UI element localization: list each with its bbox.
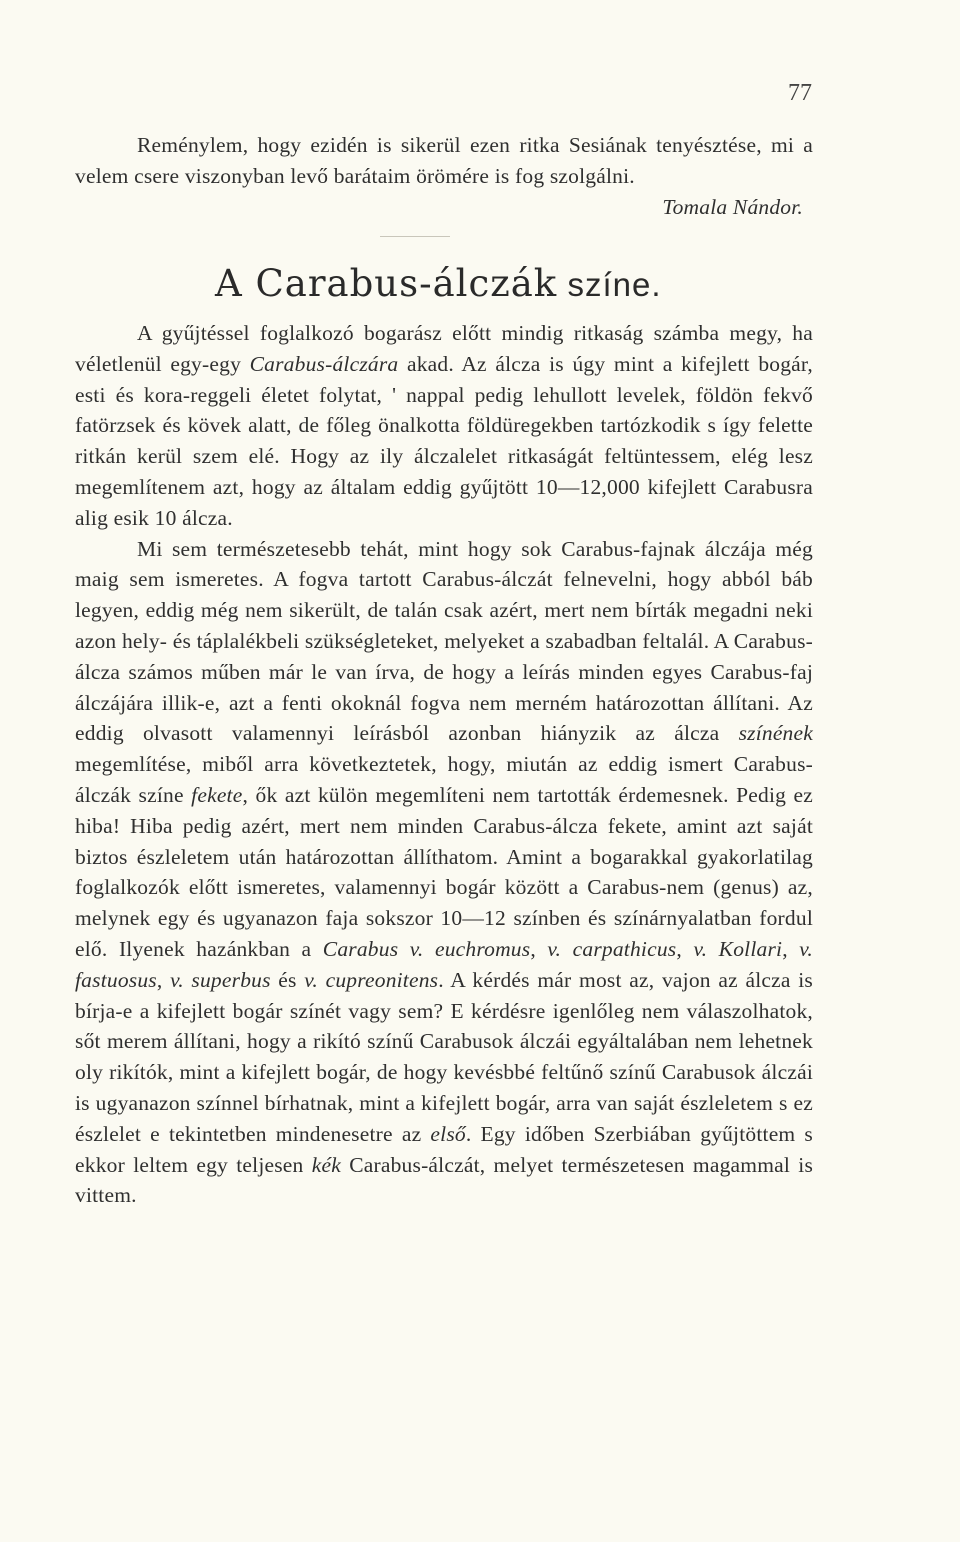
p2-text-c: , ők azt külön megemlíteni nem tartották érdemesnek. Pedig ez hiba! Hiba pedig azért, mert nem minden Carabus-álcza fekete, amint azt saját biztos észleletem után határozottan állíthatom. Amint a bogarakkal gyakorlatilag foglalkozók előtt ismeretes, valamennyi bogár között a Carabus-nem (genus) az, melynek egy és ugyanazon faja sokszor 10—12 színben és színárnyalatban fordul elő. Ilyenek hazánkban a <box>75 782 813 961</box>
paragraph-1 <box>75 318 813 534</box>
article-title-tail: színe. <box>567 266 662 303</box>
section-divider <box>380 236 450 237</box>
paragraph-2 <box>75 534 813 1212</box>
p2-text-f: Carabus-álczát, melyet természetesen magammal is vittem. <box>75 1152 814 1208</box>
p2-sep: és <box>270 967 305 992</box>
p1-emphasis: Carabus-álczára <box>249 351 399 376</box>
p2-emphasis-first: első <box>430 1121 466 1146</box>
p2-emphasis-black: fekete <box>191 782 243 807</box>
species-name: v. Kollari <box>693 936 783 961</box>
p2-sep: , <box>782 936 800 961</box>
page-number: 77 <box>788 80 812 106</box>
p2-sep: , <box>156 967 171 992</box>
article-title-head: A Carabus-álczák <box>215 262 558 305</box>
signature: Tomala Nándor. <box>662 194 803 219</box>
p2-text-d: . A kérdés már most az, vajon az álcza is bírja-e a kifejlett bogár színét vagy sem? E kérdésre igenlőleg nem válaszolhatok, sőt merem állítani, hogy a rikító színű Carabusok álczái egyáltalában nem lehetnek oly rikítók, mint a kifejlett bogár, de hogy kevésbbé feltűnő színű Carabusok álczái is ugyanazon színnel bírhatnak, mint a kifejlett bogár, arra van saját észleletem s ez észlelet e tekintetben mindenesetre az <box>75 967 813 1146</box>
p1-text-a: A gyűjtéssel foglalkozó bogarász előtt mindig ritkaság számba megy, ha véletlenül egy-egy <box>75 321 813 376</box>
species-name: v. cupreonitens <box>304 967 439 992</box>
p1-text-b: akad. Az álcza is úgy mint a kifejlett bogár, esti és kora-reggeli életet folytat, ' nappal pedig lehullott levelek, földön fekvő fatörzsek és kövek alatt, de főleg önalkotta földüregekben tartózkodik s így felette ritkán kerül szem elé. Hogy az ily álczalelet ritkaságát feltüntessem, elég lesz megemlítenem azt, hogy az általam eddig gyűjtött 10—12,000 kifejlett Carabusra alig esik 10 álcza. <box>75 351 813 530</box>
p2-text-a: Mi sem természetesebb tehát, mint hogy sok Carabus-fajnak álczája még maig sem ismeretes. A fogva tartott Carabus-álczát felnevelni, hogy abból báb legyen, eddig még nem sikerült, de talán csak azért, mert nem bírták megadni neki azon hely- és táplalékbeli szükségleteket, melyeket a szabadban feltalál. A Carabus-álcza számos műben már le van írva, de hogy a leírás minden egyes Carabus-faj álczájára illik-e, azt a fenti okoknál fogva nem merném határozottan állítani. Az eddig olvasott valamennyi leírásból azonban hiányzik az álcza <box>75 536 813 746</box>
p2-emphasis-color: színének <box>738 721 813 746</box>
p2-text-e: . Egy időben Szerbiában gyűjtöttem s ekkor leltem egy teljesen <box>75 1121 814 1177</box>
article-title <box>215 262 662 306</box>
p2-sep: , <box>676 936 694 961</box>
species-name: Carabus v. euchromus <box>322 936 531 961</box>
p2-text-b: megemlítése, miből arra következtetek, hogy, miután az eddig ismert Carabus-álczák színe <box>75 752 813 807</box>
intro-section <box>75 130 813 222</box>
intro-paragraph: Reménylem, hogy ezidén is sikerül ezen ritka Sesiának tenyésztése, mi a velem csere viszonyban levő barátaim örömére is fog szolgálni. <box>75 133 813 188</box>
p2-sep: , <box>530 936 548 961</box>
p2-emphasis-blue: kék <box>311 1152 341 1177</box>
species-name: v. fastuosus <box>75 936 813 992</box>
article-body <box>75 318 813 1211</box>
species-name: v. carpathicus <box>547 936 677 961</box>
species-name: v. superbus <box>170 967 271 992</box>
